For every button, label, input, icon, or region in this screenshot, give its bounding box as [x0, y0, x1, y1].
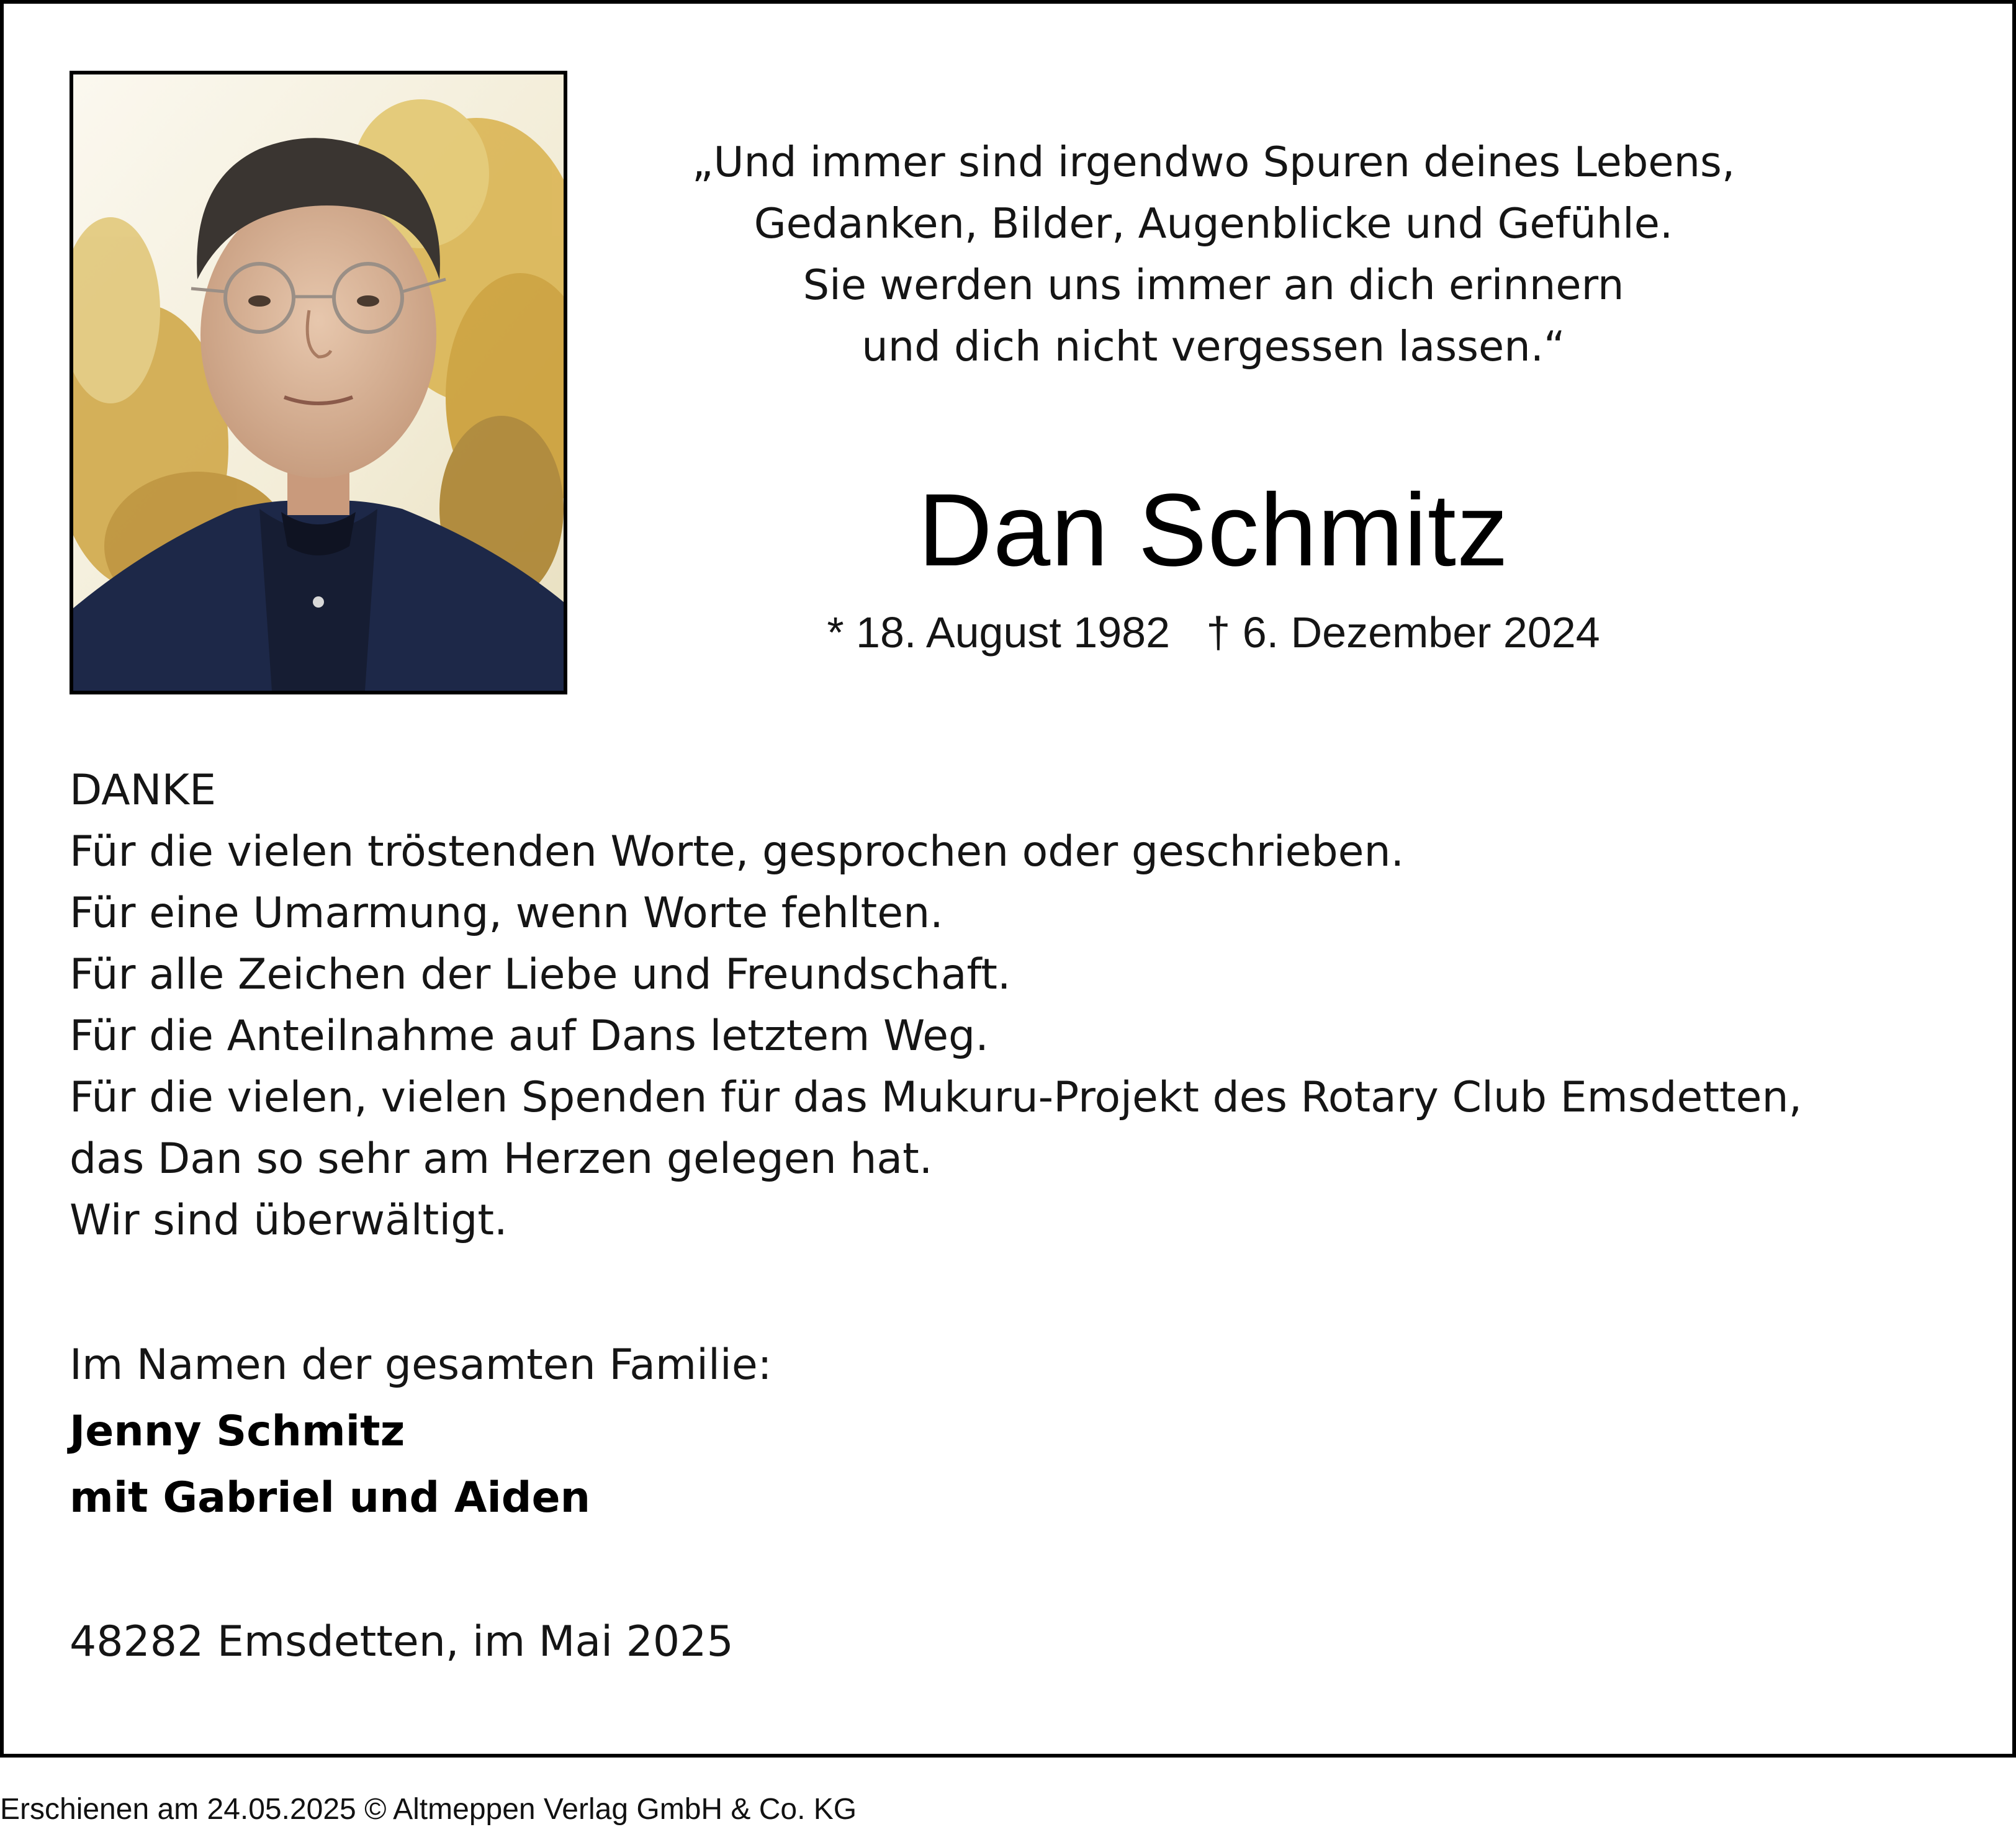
date-separator	[1170, 608, 1206, 657]
birth-date: * 18. August 1982	[827, 608, 1171, 657]
memorial-quote	[596, 132, 1831, 377]
thanks-line: Für eine Umarmung, wenn Worte fehlten.	[70, 889, 943, 938]
thanks-line: Wir sind überwältigt.	[70, 1196, 508, 1245]
thanks-text	[70, 760, 1932, 1251]
signature-family: mit Gabriel und Aiden	[70, 1473, 590, 1522]
death-date: † 6. Dezember 2024	[1206, 608, 1600, 657]
life-dates	[596, 604, 1831, 660]
thanks-line: das Dan so sehr am Herzen gelegen hat.	[70, 1134, 933, 1183]
thanks-line: Für die vielen, vielen Spenden für das Mukuru-Projekt des Rotary Club Emsdetten,	[70, 1073, 1802, 1122]
quote-line: und dich nicht vergessen lassen.“	[862, 322, 1565, 370]
portrait-image	[73, 74, 564, 691]
quote-line: Sie werden uns immer an dich erinnern	[803, 261, 1624, 309]
thanks-line: Für die vielen tröstenden Worte, gesprochen oder geschrieben.	[70, 827, 1405, 876]
thanks-line: Für alle Zeichen der Liebe und Freundschaft.	[70, 950, 1011, 999]
deceased-name: Dan Schmitz	[918, 473, 1509, 588]
place-date: 48282 Emsdetten, im Mai 2025	[70, 1617, 734, 1666]
signature-intro: Im Namen der gesamten Familie:	[70, 1340, 772, 1390]
portrait-photo	[70, 71, 567, 694]
family-signature	[70, 1332, 1311, 1531]
quote-line: „Und immer sind irgendwo Spuren deines Lebens,	[691, 138, 1735, 186]
thanks-line: Für die Anteilnahme auf Dans letztem Weg.	[70, 1012, 989, 1061]
signature-name: Jenny Schmitz	[70, 1407, 405, 1456]
thanks-heading: DANKE	[70, 766, 217, 815]
quote-line: Gedanken, Bilder, Augenblicke und Gefühle.	[754, 199, 1673, 248]
publication-footer: Erschienen am 24.05.2025 © Altmeppen Verlag GmbH & Co. KG	[0, 1793, 857, 1826]
